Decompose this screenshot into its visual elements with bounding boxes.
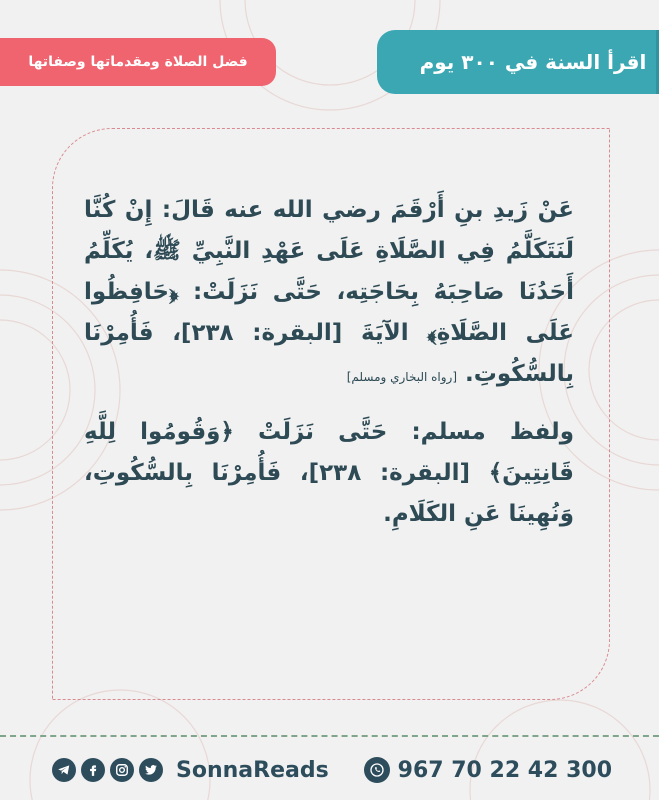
footer-divider (0, 735, 659, 737)
twitter-icon[interactable] (139, 758, 163, 782)
phone-number: 967 70 22 42 300 (397, 757, 612, 783)
contact-phone (364, 757, 612, 783)
footer (52, 752, 612, 788)
series-title: اقرأ السنة في ٣٠٠ يوم (419, 50, 647, 74)
brand-name: SonnaReads (176, 757, 329, 783)
hadith-content (84, 190, 574, 535)
telegram-icon[interactable] (52, 758, 76, 782)
hadith-main-text: عَنْ زَيدِ بنِ أَرْقَمَ رضي الله عنه قَالَ: إِنْ كُنَّا لَنَتَكَلَّمُ فِي الصَّلَاةِ عَلَى عَهْدِ النَّبِيِّ ﷺ، يُكَلِّمُ أَحَدُنَا صَاحِبَهُ بِحَاجَتِه، حَتَّى نَزَلَتْ: ﴿حَافِظُوا عَلَى الصَّلَاةِ﴾ الآيَةَ [البقرة: ٢٣٨]، فَأُمِرْنَا بِالسُّكُوتِ. (84, 197, 574, 387)
chapter-title: فضل الصلاة ومقدماتها وصفاتها (28, 54, 248, 70)
facebook-icon[interactable] (81, 758, 105, 782)
whatsapp-icon[interactable] (364, 757, 390, 783)
hadith-second-paragraph: ولفظ مسلم: حَتَّى نَزَلَتْ ﴿وَقُومُوا لِلَّهِ قَانِتِينَ﴾ [البقرة: ٢٣٨]، فَأُمِرْنَا بِالسُّكُوتِ، وَنُهِينَا عَنِ الكَلَامِ. (84, 419, 574, 527)
hadith-paragraph (84, 190, 574, 398)
instagram-icon[interactable] (110, 758, 134, 782)
hadith-source: [رواه البخاري ومسلم] (346, 370, 458, 384)
chapter-title-banner (0, 38, 276, 86)
series-title-banner (377, 30, 659, 94)
social-links (52, 758, 329, 783)
